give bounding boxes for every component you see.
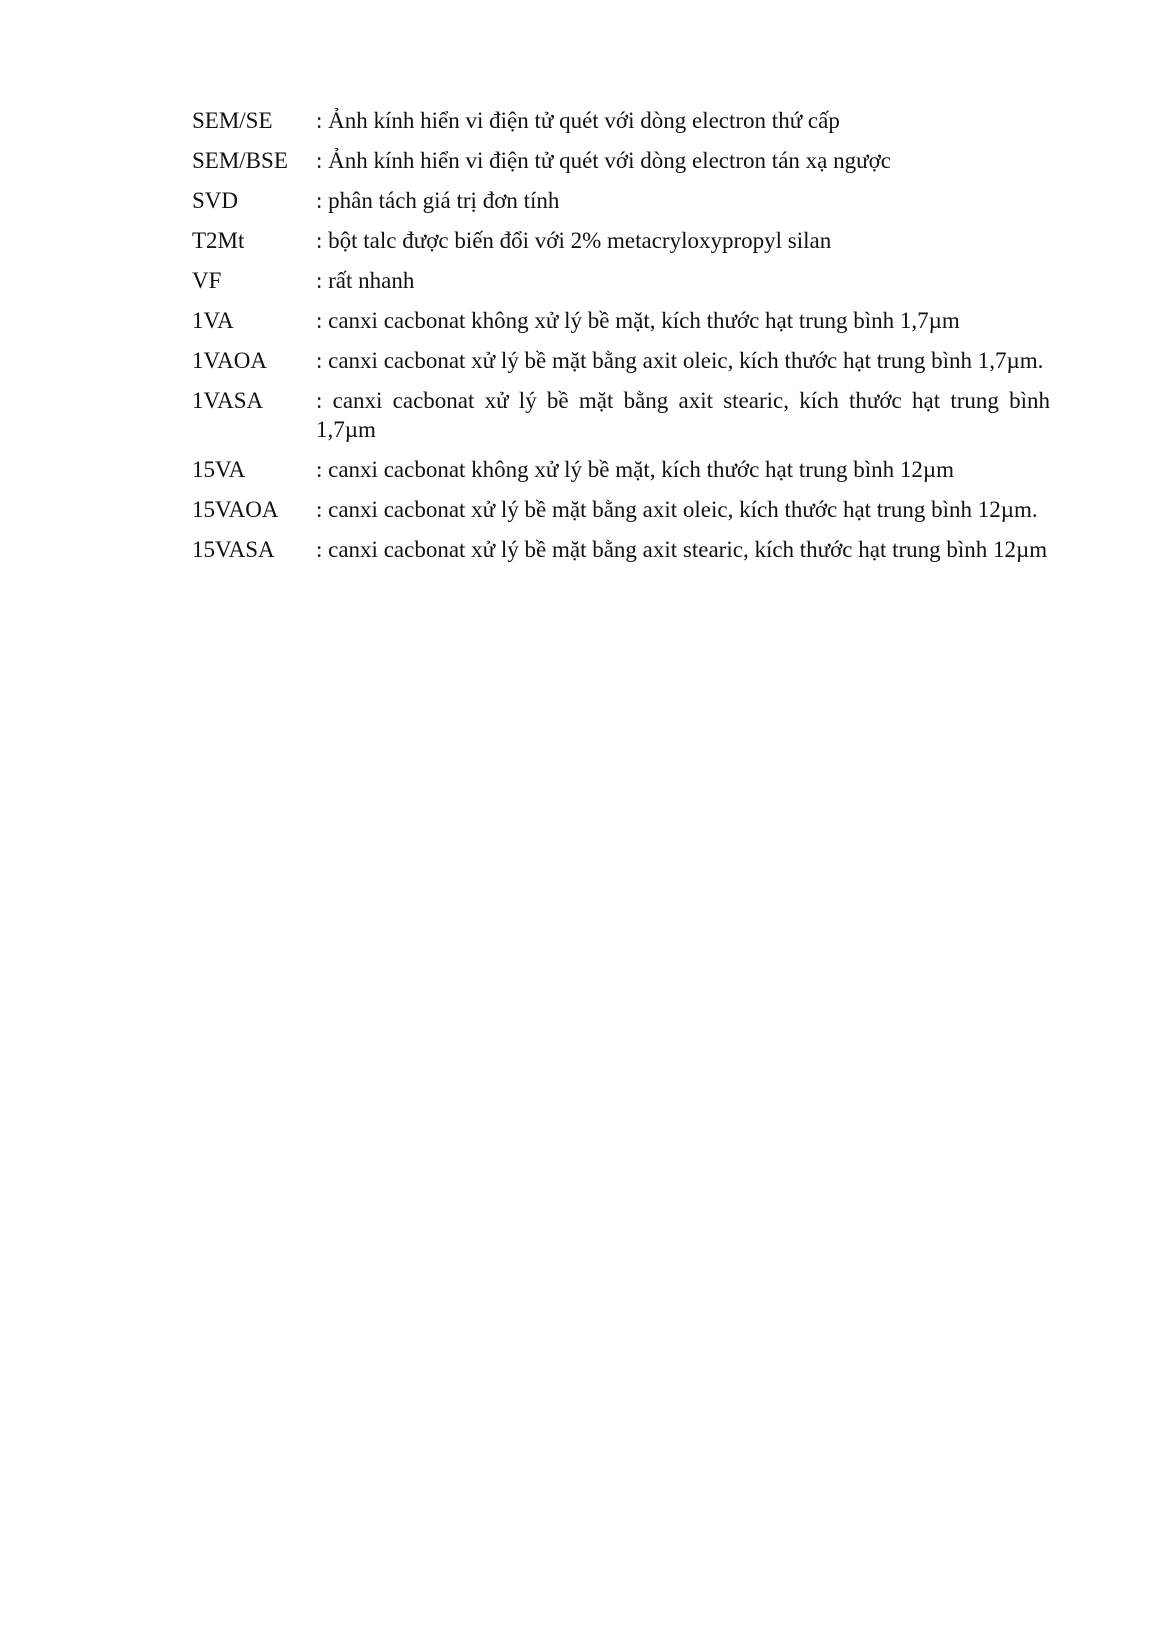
abbreviation-definition: : canxi cacbonat xử lý bề mặt bằng axit oleic, kích thước hạt trung bình 12µm.: [316, 497, 1038, 522]
abbreviation-term: 15VAOA: [192, 497, 279, 522]
abbreviation-term: 15VASA: [192, 537, 275, 562]
abbreviation-term: SVD: [192, 188, 239, 213]
abbreviation-term: T2Mt: [192, 228, 245, 253]
abbreviation-definition: : bột talc được biến đổi với 2% metacryloxypropyl silan: [316, 228, 832, 253]
abbreviation-definition: : Ảnh kính hiển vi điện tử quét với dòng electron thứ cấp: [316, 108, 840, 133]
abbreviation-entry-vf: [192, 266, 1050, 295]
abbreviation-definition: : canxi cacbonat xử lý bề mặt bằng axit stearic, kích thước hạt trung bình 12µm: [316, 537, 1048, 562]
abbreviation-entry-15vasa: [192, 535, 1050, 564]
abbreviation-definition: : canxi cacbonat không xử lý bề mặt, kích thước hạt trung bình 12µm: [316, 457, 954, 482]
abbreviation-entry-svd: [192, 186, 1050, 215]
abbreviation-term: 1VAOA: [192, 348, 267, 373]
abbreviation-entry-sem-bse: [192, 146, 1050, 175]
abbreviation-term: SEM/BSE: [192, 148, 288, 173]
abbreviation-entry-15vaoa: [192, 495, 1050, 524]
abbreviation-term: 15VA: [192, 457, 246, 482]
abbreviation-definition: : Ảnh kính hiển vi điện tử quét với dòng electron tán xạ ngược: [316, 148, 891, 173]
abbreviation-entry-15va: [192, 455, 1050, 484]
abbreviation-entry-1vasa: [192, 386, 1050, 444]
abbreviation-entry-sem-se: [192, 106, 1050, 135]
abbreviation-definition: : canxi cacbonat xử lý bề mặt bằng axit oleic, kích thước hạt trung bình 1,7µm.: [316, 348, 1044, 373]
abbreviation-term: 1VA: [192, 308, 234, 333]
abbreviation-term: VF: [192, 268, 222, 293]
abbreviation-entry-t2mt: [192, 226, 1050, 255]
abbreviation-entry-1va: [192, 306, 1050, 335]
abbreviation-term: 1VASA: [192, 388, 264, 413]
abbreviation-definition: : phân tách giá trị đơn tính: [316, 188, 560, 213]
abbreviation-entry-1vaoa: [192, 346, 1050, 375]
abbreviation-definition: : rất nhanh: [316, 268, 415, 293]
abbreviation-list: [192, 106, 1050, 575]
abbreviation-definition: : canxi cacbonat không xử lý bề mặt, kích thước hạt trung bình 1,7µm: [316, 308, 960, 333]
abbreviation-definition: : canxi cacbonat xử lý bề mặt bằng axit stearic, kích thước hạt trung bình 1,7µm: [316, 388, 1050, 442]
abbreviation-term: SEM/SE: [192, 108, 273, 133]
